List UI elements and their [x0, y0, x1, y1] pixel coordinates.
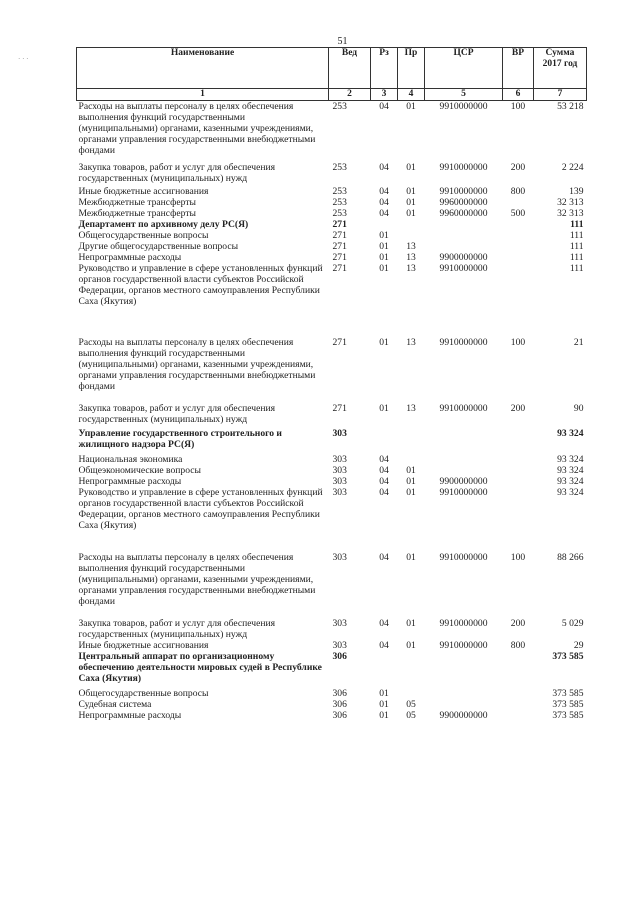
- row-csr: 9910000000: [439, 618, 488, 629]
- row-vr: [503, 241, 534, 252]
- table-row: [77, 618, 587, 640]
- row-pr: 13: [406, 263, 416, 274]
- row-csr: [425, 688, 503, 699]
- row-pr: 13: [406, 241, 416, 252]
- column-number-row: [77, 89, 587, 101]
- table-row: [77, 699, 587, 710]
- row-ved: 303: [332, 476, 347, 487]
- column-number: 2: [329, 89, 371, 101]
- row-vr: [503, 651, 534, 688]
- row-sum: 93 324: [557, 428, 584, 439]
- row-sum: 93 324: [557, 454, 584, 465]
- table-row: [77, 197, 587, 208]
- row-vr: [503, 263, 534, 337]
- row-rz: 04: [379, 640, 389, 651]
- header-name: Наименование: [77, 48, 329, 89]
- row-sum: 21: [573, 337, 584, 348]
- row-pr: 01: [406, 186, 416, 197]
- row-vr: [503, 465, 534, 476]
- row-ved: 303: [332, 552, 347, 563]
- row-csr: [425, 699, 503, 710]
- row-name: Другие общегосударственные вопросы: [78, 241, 239, 252]
- row-rz: 01: [379, 699, 389, 710]
- row-sum: 111: [569, 263, 584, 274]
- row-rz: 01: [379, 403, 389, 414]
- row-rz: [371, 428, 398, 454]
- row-csr: 9910000000: [439, 101, 488, 112]
- row-ved: 271: [332, 263, 347, 274]
- row-name: Межбюджетные трансферты: [78, 208, 196, 219]
- row-rz: 04: [379, 618, 389, 629]
- row-name: Судебная система: [78, 699, 152, 710]
- row-vr: 800: [510, 640, 526, 651]
- row-pr: 01: [406, 162, 416, 173]
- row-vr: [503, 699, 534, 710]
- row-ved: 303: [332, 618, 347, 629]
- row-sum: 111: [569, 241, 584, 252]
- row-rz: [371, 219, 398, 230]
- row-ved: 306: [332, 699, 347, 710]
- header-sum: Сумма 2017 год: [534, 48, 587, 89]
- row-csr: [425, 230, 503, 241]
- row-name: Расходы на выплаты персоналу в целях обеспечения выполнения функций государственными (муниципальными) органами, казенными учреждениями, органами управления государственными внебюджетными фондами: [78, 101, 316, 156]
- row-vr: 500: [510, 208, 526, 219]
- row-name: Расходы на выплаты персоналу в целях обеспечения выполнения функций государственными (муниципальными) органами, казенными учреждениями, органами управления государственными внебюджетными фондами: [78, 552, 316, 607]
- row-pr: [398, 651, 425, 688]
- row-pr: 05: [406, 710, 416, 721]
- header-csr: ЦСР: [425, 48, 503, 89]
- row-ved: 303: [332, 465, 347, 476]
- row-rz: 04: [379, 465, 389, 476]
- page-number: 51: [337, 36, 348, 47]
- row-sum: 111: [570, 219, 584, 230]
- row-rz: 01: [379, 230, 389, 241]
- table-row: [77, 208, 587, 219]
- row-pr: [398, 428, 425, 454]
- row-ved: 306: [332, 651, 347, 662]
- row-sum: 373 585: [552, 699, 584, 710]
- row-vr: 200: [510, 403, 526, 414]
- row-name: Центральный аппарат по организационному обеспечению деятельности мировых судей в Республике Саха (Якутия): [78, 651, 322, 684]
- row-csr: 9910000000: [439, 552, 488, 563]
- table-row: [77, 252, 587, 263]
- row-rz: 01: [379, 263, 389, 274]
- table-row: [77, 403, 587, 428]
- row-vr: [503, 428, 534, 454]
- table-row: [77, 710, 587, 721]
- row-csr: 9960000000: [439, 197, 488, 208]
- row-csr: 9910000000: [439, 640, 488, 651]
- row-vr: [503, 487, 534, 552]
- row-name: Закупка товаров, работ и услуг для обеспечения государственных (муниципальных) нужд: [78, 162, 276, 184]
- table-row: [77, 651, 587, 688]
- row-ved: 253: [332, 208, 347, 219]
- row-csr: 9910000000: [439, 263, 488, 274]
- table-row: [77, 487, 587, 552]
- row-ved: 303: [332, 640, 347, 651]
- row-sum: 88 266: [557, 552, 584, 563]
- row-vr: 100: [510, 337, 526, 348]
- row-rz: 04: [379, 208, 389, 219]
- row-csr: 9900000000: [439, 252, 488, 263]
- row-vr: 100: [510, 101, 526, 112]
- row-sum: 93 324: [557, 476, 584, 487]
- row-ved: 253: [332, 101, 347, 112]
- table-row: [77, 552, 587, 618]
- row-csr: [425, 241, 503, 252]
- row-name: Управление государственного строительного и жилищного надзора РС(Я): [78, 428, 282, 450]
- row-ved: 303: [332, 454, 347, 465]
- table-row: [77, 688, 587, 699]
- table-row: [77, 162, 587, 186]
- table-row: [77, 337, 587, 403]
- row-sum: 373 585: [552, 710, 584, 721]
- row-sum: 32 313: [557, 197, 584, 208]
- row-vr: 800: [510, 186, 526, 197]
- row-pr: 01: [406, 465, 416, 476]
- row-csr: 9910000000: [439, 403, 488, 414]
- table-row: [77, 263, 587, 337]
- row-pr: [398, 688, 425, 699]
- row-ved: 303: [332, 487, 347, 498]
- row-vr: [503, 252, 534, 263]
- row-rz: 01: [379, 710, 389, 721]
- header-ved: Вед: [329, 48, 371, 89]
- row-csr: 9910000000: [439, 186, 488, 197]
- row-name: Закупка товаров, работ и услуг для обеспечения государственных (муниципальных) нужд: [78, 403, 276, 425]
- row-csr: 9960000000: [439, 208, 488, 219]
- row-ved: 271: [332, 252, 347, 263]
- row-ved: 271: [332, 219, 347, 230]
- row-ved: 271: [332, 230, 347, 241]
- row-ved: 271: [332, 241, 347, 252]
- row-pr: 01: [406, 640, 416, 651]
- row-ved: 306: [332, 710, 347, 721]
- row-csr: [425, 454, 503, 465]
- row-rz: 01: [379, 252, 389, 263]
- row-ved: 253: [332, 186, 347, 197]
- row-vr: 200: [510, 162, 526, 173]
- row-sum: 32 313: [557, 208, 584, 219]
- row-name: Руководство и управление в сфере установленных функций органов государственной власти субъектов Российской Федерации, органов местного самоуправления Республики Саха (Якутия): [78, 487, 323, 531]
- row-pr: [398, 454, 425, 465]
- column-number: 1: [77, 89, 329, 101]
- row-sum: 93 324: [557, 487, 584, 498]
- row-name: Закупка товаров, работ и услуг для обеспечения государственных (муниципальных) нужд: [78, 618, 276, 640]
- row-rz: 01: [379, 241, 389, 252]
- row-sum: 111: [569, 252, 584, 263]
- row-pr: 01: [406, 618, 416, 629]
- row-pr: [398, 219, 425, 230]
- row-name: Общеэкономические вопросы: [78, 465, 201, 476]
- row-name: Общегосударственные вопросы: [78, 688, 209, 699]
- header-pr: Пр: [398, 48, 425, 89]
- row-vr: [503, 710, 534, 721]
- row-rz: 04: [379, 186, 389, 197]
- row-sum: 5 029: [561, 618, 584, 629]
- table-row: [77, 230, 587, 241]
- row-rz: 04: [379, 197, 389, 208]
- table-row: [77, 640, 587, 651]
- row-name: Общегосударственные вопросы: [78, 230, 209, 241]
- row-vr: 100: [510, 552, 526, 563]
- table-body: [77, 101, 587, 722]
- row-vr: [503, 476, 534, 487]
- row-csr: [425, 651, 503, 688]
- header-rz: Рз: [371, 48, 398, 89]
- row-csr: [425, 219, 503, 230]
- row-pr: 05: [406, 699, 416, 710]
- row-sum: 90: [573, 403, 584, 414]
- row-rz: 04: [379, 101, 389, 112]
- row-name: Иные бюджетные ассигнования: [78, 186, 209, 197]
- row-vr: [503, 197, 534, 208]
- column-number: 4: [398, 89, 425, 101]
- table-row: [77, 241, 587, 252]
- row-ved: 306: [332, 688, 347, 699]
- row-vr: 200: [510, 618, 526, 629]
- row-rz: 04: [379, 454, 389, 465]
- column-number: 5: [425, 89, 503, 101]
- row-sum: 29: [573, 640, 584, 651]
- row-pr: 01: [406, 487, 416, 498]
- row-csr: 9910000000: [439, 487, 488, 498]
- row-pr: 01: [406, 552, 416, 563]
- row-csr: [425, 428, 503, 454]
- row-pr: 01: [406, 208, 416, 219]
- row-rz: 01: [379, 688, 389, 699]
- budget-table: [76, 47, 587, 721]
- row-pr: [398, 230, 425, 241]
- row-csr: 9900000000: [439, 476, 488, 487]
- table-row: [77, 476, 587, 487]
- header-row: [77, 48, 587, 89]
- row-rz: 01: [379, 337, 389, 348]
- row-name: Межбюджетные трансферты: [78, 197, 196, 208]
- row-csr: 9900000000: [439, 710, 488, 721]
- row-name: Непрограммные расходы: [78, 476, 182, 487]
- row-vr: [503, 230, 534, 241]
- row-pr: 13: [406, 252, 416, 263]
- row-pr: 01: [406, 476, 416, 487]
- table-row: [77, 428, 587, 454]
- row-name: Непрограммные расходы: [78, 710, 182, 721]
- margin-mark: · · ·: [18, 55, 29, 63]
- row-rz: 04: [379, 476, 389, 487]
- column-number: 7: [534, 89, 587, 101]
- row-ved: 271: [332, 337, 347, 348]
- row-vr: [503, 219, 534, 230]
- row-sum: 2 224: [561, 162, 584, 173]
- row-name: Департамент по архивному делу РС(Я): [78, 219, 249, 230]
- row-sum: 111: [569, 230, 584, 241]
- table-row: [77, 454, 587, 465]
- row-name: Руководство и управление в сфере установленных функций органов государственной власти субъектов Российской Федерации, органов местного самоуправления Республики Саха (Якутия): [78, 263, 323, 307]
- row-pr: 01: [406, 101, 416, 112]
- table-row: [77, 465, 587, 476]
- row-rz: 04: [379, 162, 389, 173]
- row-name: Национальная экономика: [78, 454, 183, 465]
- row-csr: 9910000000: [439, 162, 488, 173]
- row-sum: 373 585: [552, 651, 584, 662]
- row-ved: 303: [332, 428, 347, 439]
- row-name: Непрограммные расходы: [78, 252, 182, 263]
- row-ved: 253: [332, 162, 347, 173]
- table-row: [77, 219, 587, 230]
- row-vr: [503, 688, 534, 699]
- row-vr: [503, 454, 534, 465]
- header-vr: ВР: [503, 48, 534, 89]
- row-pr: 01: [406, 197, 416, 208]
- row-csr: 9910000000: [439, 337, 488, 348]
- row-sum: 53 218: [557, 101, 584, 112]
- row-name: Расходы на выплаты персоналу в целях обеспечения выполнения функций государственными (муниципальными) органами, казенными учреждениями, органами управления государственными внебюджетными фондами: [78, 337, 316, 392]
- row-ved: 271: [332, 403, 347, 414]
- row-csr: [425, 465, 503, 476]
- row-ved: 253: [332, 197, 347, 208]
- row-pr: 13: [406, 403, 416, 414]
- table-row: [77, 101, 587, 163]
- row-rz: 04: [379, 487, 389, 498]
- column-number: 6: [503, 89, 534, 101]
- row-sum: 93 324: [557, 465, 584, 476]
- row-sum: 139: [569, 186, 584, 197]
- row-rz: 04: [379, 552, 389, 563]
- row-name: Иные бюджетные ассигнования: [78, 640, 209, 651]
- row-pr: 13: [406, 337, 416, 348]
- row-rz: [371, 651, 398, 688]
- table-row: [77, 186, 587, 197]
- row-sum: 373 585: [552, 688, 584, 699]
- column-number: 3: [371, 89, 398, 101]
